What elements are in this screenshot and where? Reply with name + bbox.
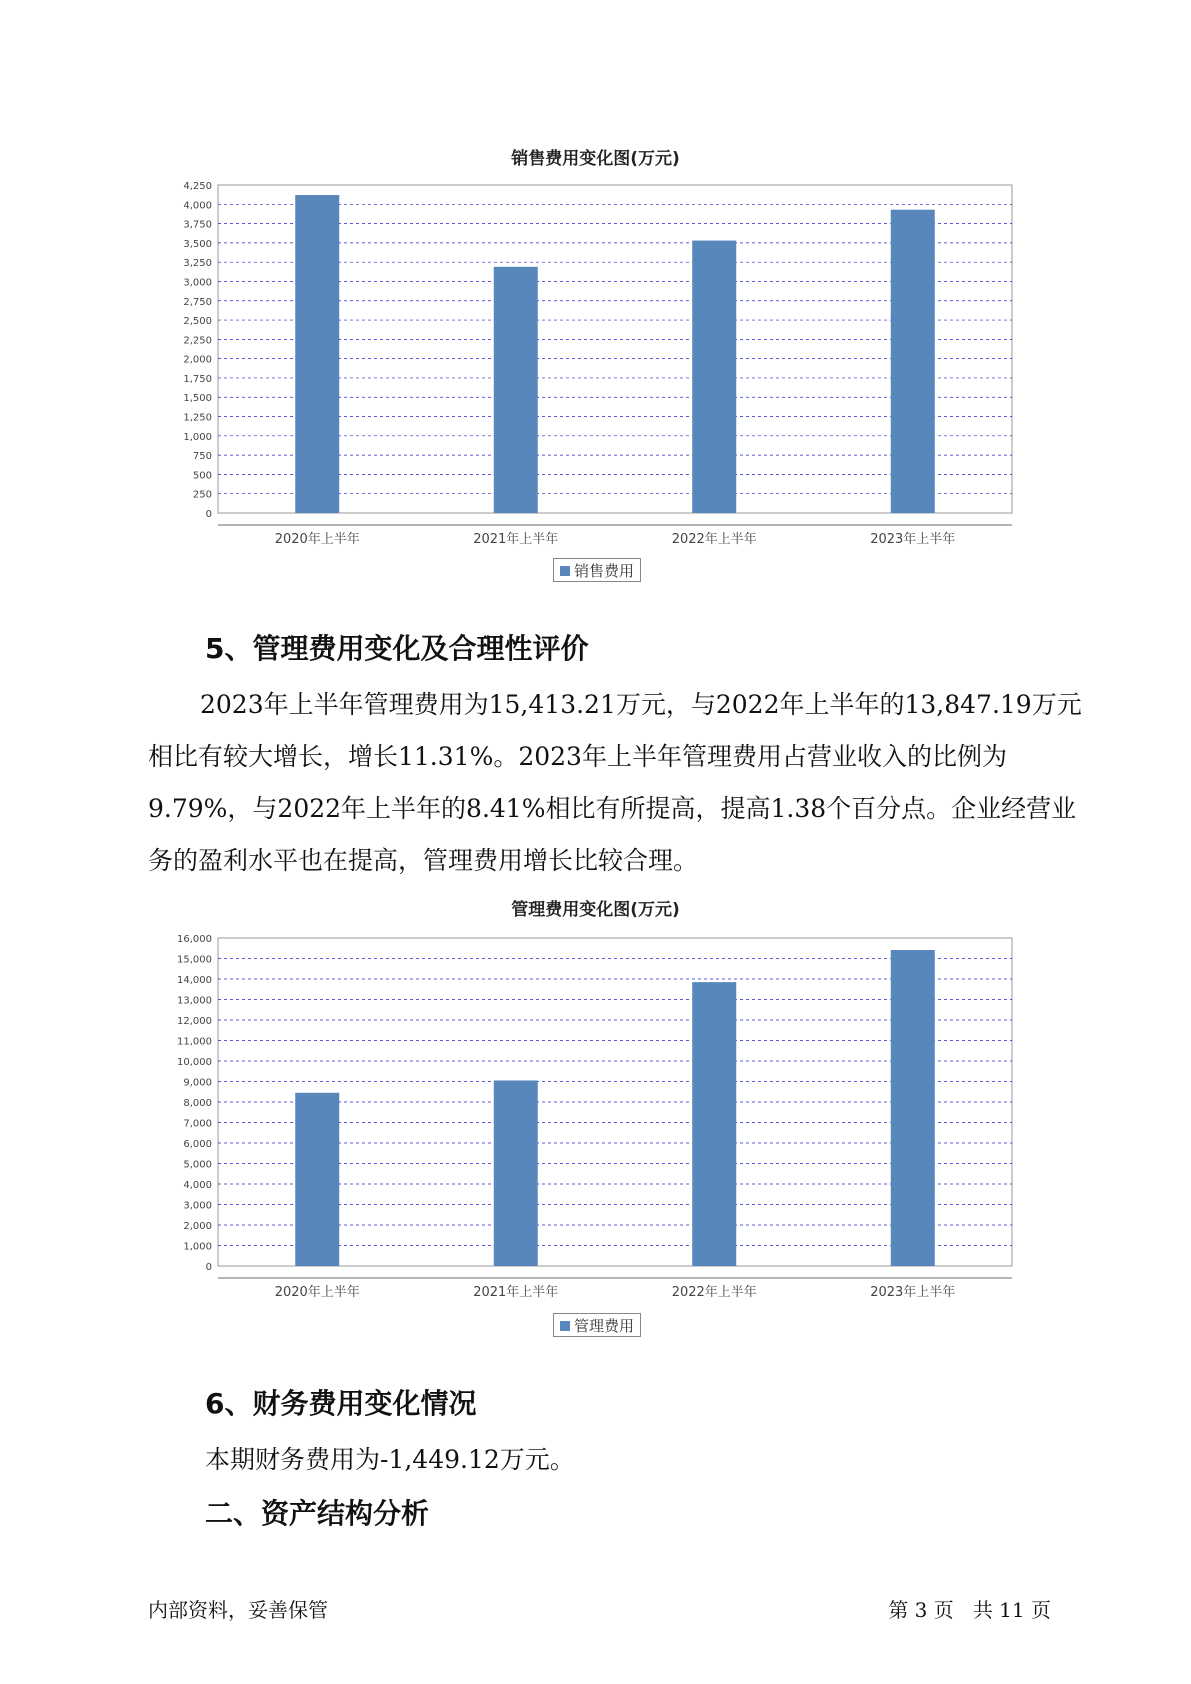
bar: [891, 210, 935, 513]
x-tick-label: 2023年上半年: [870, 532, 956, 545]
legend-label: 销售费用: [574, 562, 635, 580]
legend-label: 管理费用: [574, 1317, 635, 1335]
y-tick-label: 1,250: [183, 412, 212, 424]
y-tick-label: 8,000: [183, 1098, 212, 1109]
y-tick-label: 500: [192, 470, 212, 482]
y-tick-label: 750: [192, 451, 212, 463]
y-tick-label: 4,000: [183, 200, 212, 212]
x-tick-label: 2023年上半年: [870, 1285, 956, 1298]
sales-chart-title: 销售费用变化图(万元): [511, 149, 680, 169]
y-tick-label: 7,000: [183, 1118, 212, 1130]
sales-expense-chart: [0, 165, 1191, 545]
y-tick-label: 1,000: [183, 1241, 212, 1253]
admin-expense-chart: [0, 918, 1191, 1298]
y-tick-label: 13,000: [177, 995, 212, 1007]
admin-chart-legend: [553, 1313, 641, 1337]
x-tick-label: 2020年上半年: [274, 532, 360, 545]
y-tick-label: 2,250: [183, 335, 212, 347]
y-tick-label: 1,000: [183, 431, 212, 443]
y-tick-label: 0: [205, 1262, 212, 1273]
y-tick-label: 1,750: [183, 373, 212, 385]
y-tick-label: 6,000: [183, 1139, 212, 1150]
x-tick-label: 2022年上半年: [671, 532, 757, 545]
y-tick-label: 5,000: [183, 1159, 212, 1171]
y-tick-label: 0: [205, 509, 212, 520]
y-tick-label: 2,000: [183, 354, 212, 366]
admin-expense-paragraph: 2023年上半年管理费用为15,413.21万元，与2022年上半年的13,847.19万元相比有较大增长，增长11.31%。2023年上半年管理费用占营业收入的比例为9.79%，与2022年上半年的8.41%相比有所提高，提高1.38个百分点。企业经营业务的盈利水平也在提高，管理费用增长比较合理。: [148, 690, 1082, 875]
y-tick-label: 1,500: [183, 393, 212, 405]
footer-page-number: 第 3 页 共 11 页: [888, 1598, 1051, 1622]
legend-swatch: [560, 566, 570, 576]
y-tick-label: 4,250: [183, 181, 212, 192]
y-tick-label: 3,250: [183, 258, 212, 270]
bar: [692, 982, 736, 1266]
y-tick-label: 15,000: [177, 954, 212, 966]
y-tick-label: 3,000: [183, 1200, 212, 1212]
bar: [692, 241, 736, 513]
y-tick-label: 2,750: [183, 296, 212, 308]
legend-swatch: [560, 1321, 570, 1331]
y-tick-label: 4,000: [183, 1180, 212, 1191]
y-tick-label: 2,000: [183, 1221, 212, 1232]
y-tick-label: 250: [192, 489, 212, 501]
admin-chart-title: 管理费用变化图(万元): [511, 900, 680, 920]
asset-structure-heading: 二、资产结构分析: [205, 1497, 430, 1530]
bar: [295, 195, 339, 513]
bar: [891, 950, 935, 1266]
y-tick-label: 2,500: [183, 316, 212, 328]
x-tick-label: 2021年上半年: [473, 1285, 559, 1298]
y-tick-label: 14,000: [177, 975, 212, 986]
bar: [494, 1080, 538, 1266]
bar: [295, 1093, 339, 1266]
y-tick-label: 12,000: [177, 1016, 212, 1027]
y-tick-label: 9,000: [183, 1077, 212, 1089]
sales-chart-legend: [553, 558, 641, 582]
y-tick-label: 3,000: [183, 277, 212, 289]
bar: [494, 267, 538, 513]
finance-expense-heading: 6、财务费用变化情况: [205, 1387, 477, 1420]
x-tick-label: 2022年上半年: [671, 1285, 757, 1298]
footer-confidential-note: 内部资料，妥善保管: [148, 1598, 328, 1622]
finance-expense-text: 本期财务费用为-1,449.12万元。: [205, 1445, 575, 1474]
x-tick-label: 2020年上半年: [274, 1285, 360, 1298]
y-tick-label: 10,000: [177, 1057, 212, 1068]
y-tick-label: 16,000: [177, 934, 212, 945]
x-tick-label: 2021年上半年: [473, 532, 559, 545]
admin-expense-heading: 5、管理费用变化及合理性评价: [205, 632, 589, 665]
y-tick-label: 3,500: [183, 238, 212, 250]
y-tick-label: 11,000: [177, 1036, 212, 1048]
y-tick-label: 3,750: [183, 219, 212, 231]
